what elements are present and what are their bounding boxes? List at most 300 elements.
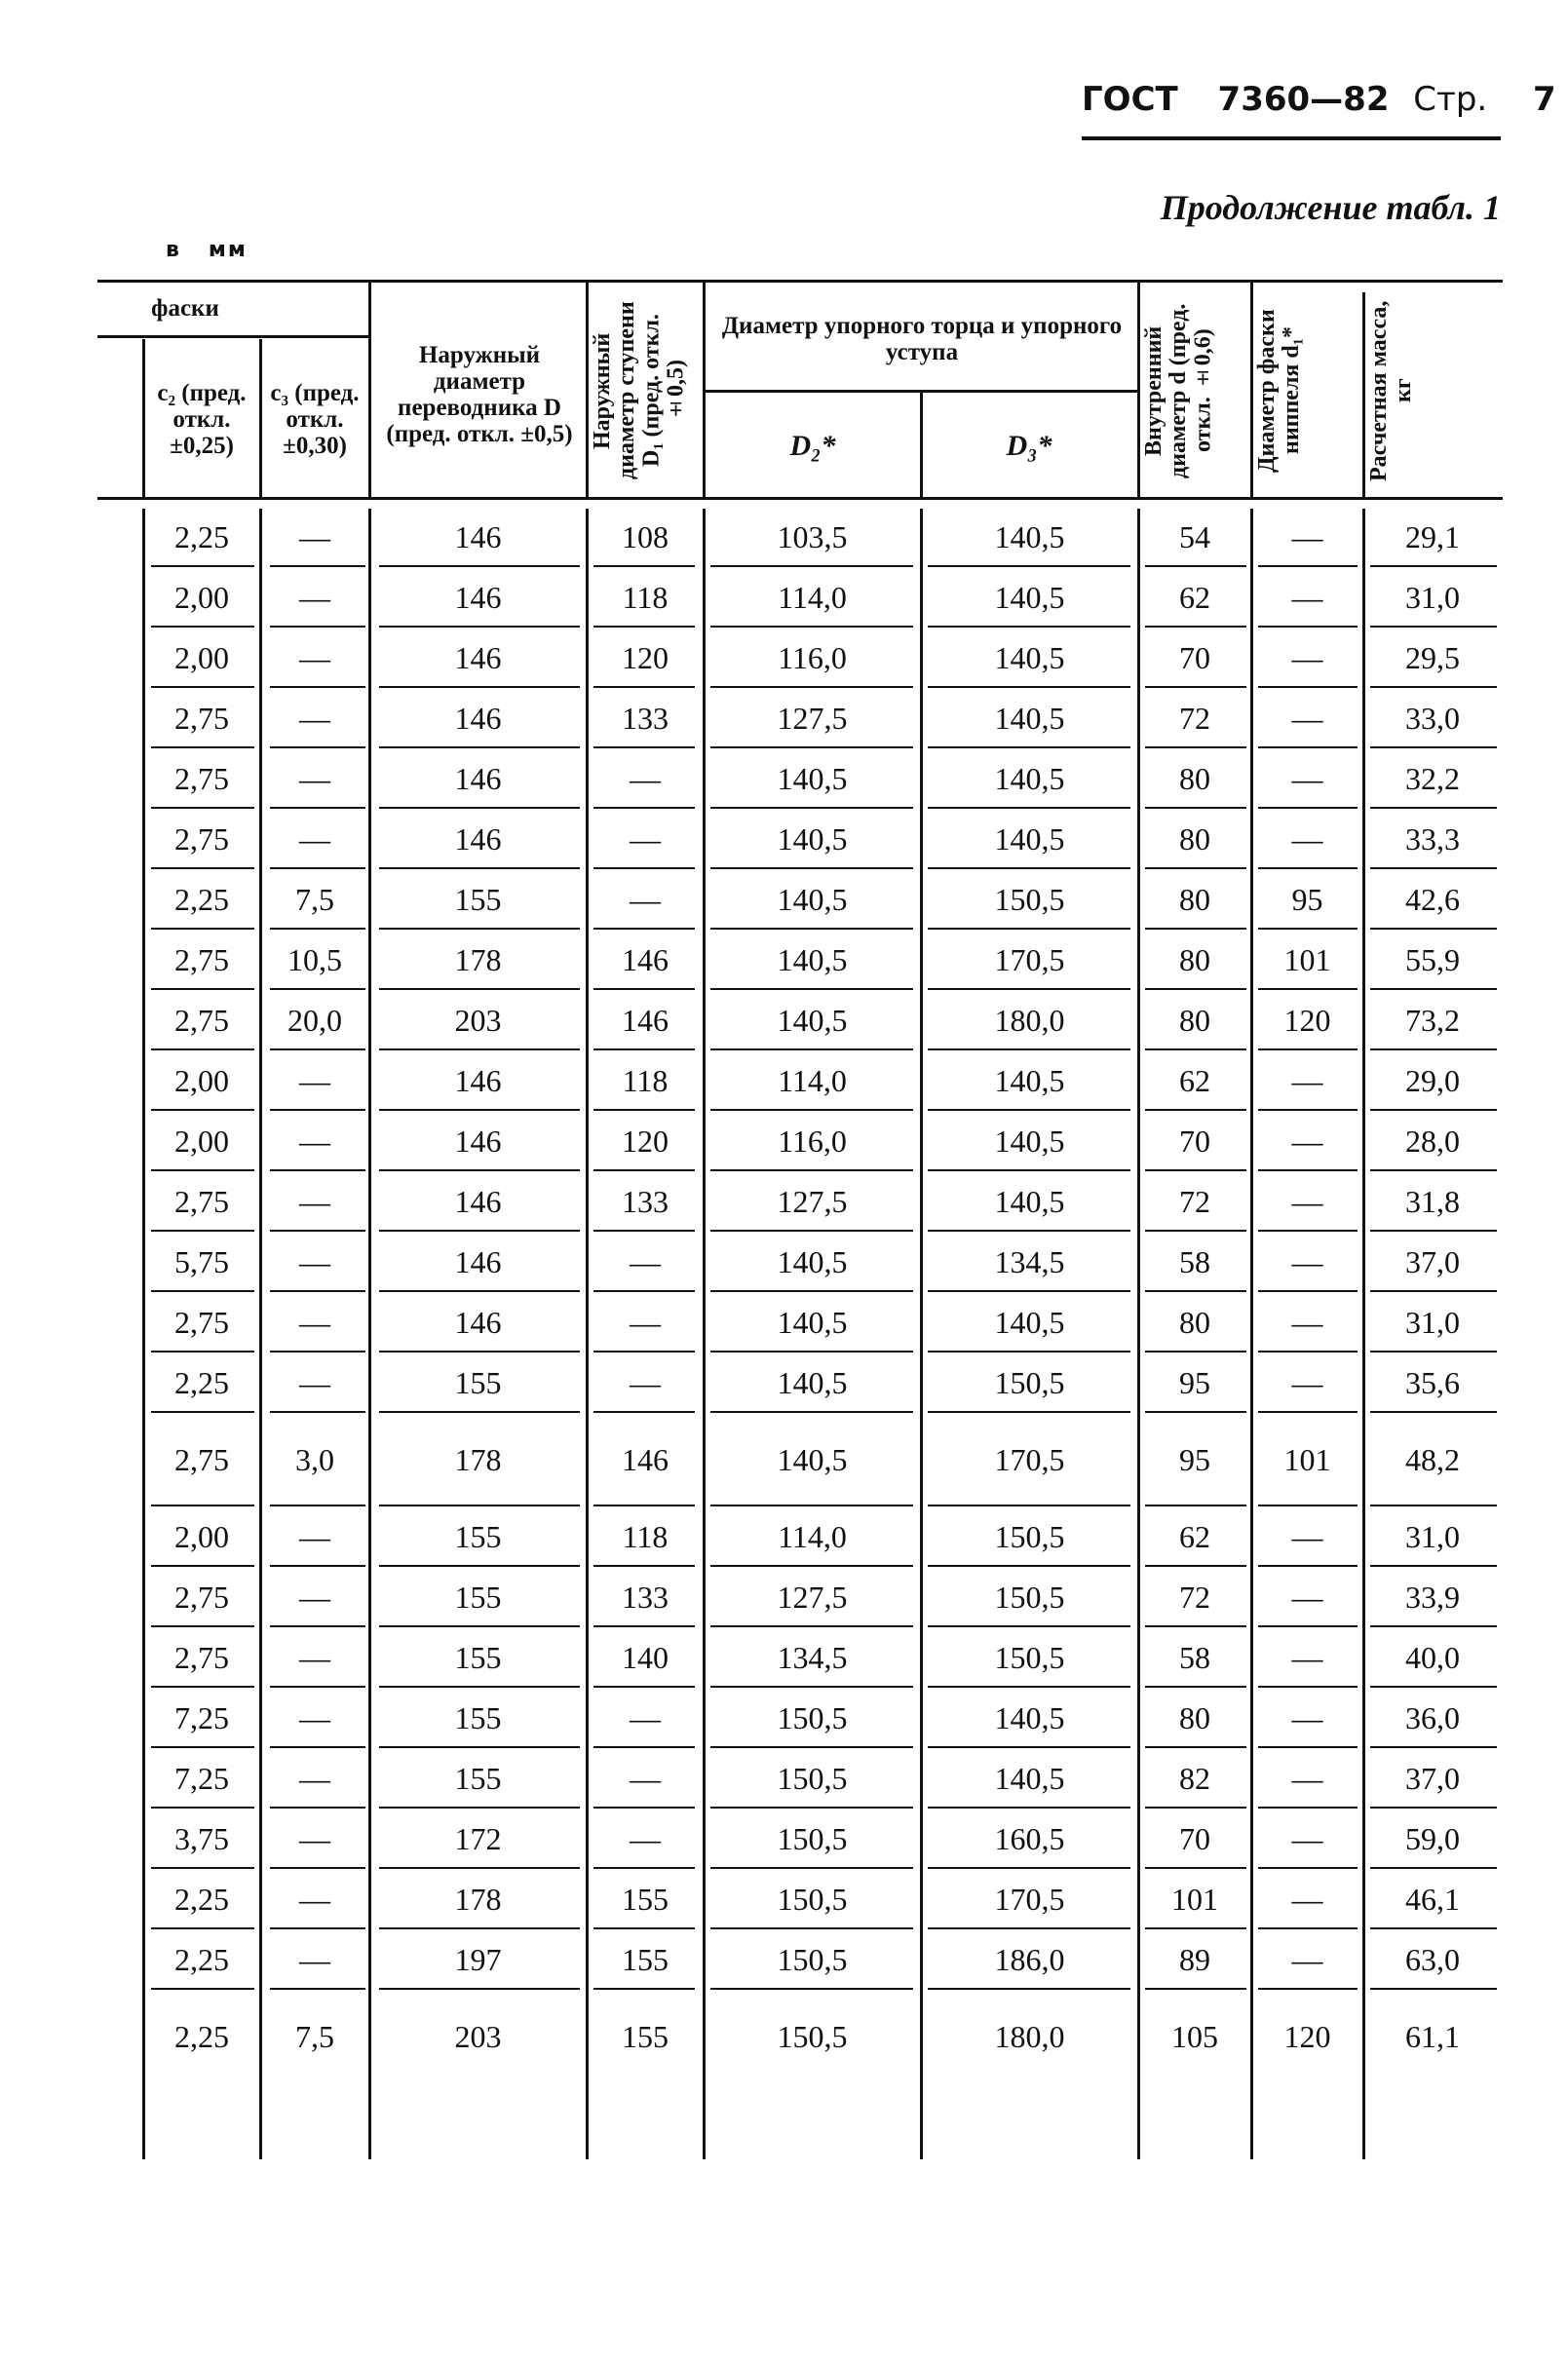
cell-inner-diameter: 62 <box>1179 1518 1210 1554</box>
row-underline <box>379 1230 580 1232</box>
cell-d3: 140,5 <box>994 1304 1065 1340</box>
row-underline <box>710 807 913 809</box>
row-underline <box>1145 1625 1246 1627</box>
row-underline <box>928 1625 1130 1627</box>
row-underline <box>151 1807 254 1809</box>
cell-inner-diameter: 89 <box>1179 1941 1210 1977</box>
row-underline <box>151 1746 254 1748</box>
row-underline <box>1145 1290 1246 1292</box>
cell-c3: 7,5 <box>295 881 334 917</box>
cell-step-diameter: 108 <box>622 518 669 554</box>
cell-d3: 170,5 <box>994 1441 1065 1477</box>
cell-step-diameter: — <box>630 1364 661 1400</box>
cell-mass: 33,9 <box>1405 1579 1460 1615</box>
row-underline <box>710 1109 913 1111</box>
cell-d3: 140,5 <box>994 579 1065 615</box>
row-underline <box>151 1505 254 1506</box>
cell-d3: 150,5 <box>994 881 1065 917</box>
row-underline <box>1145 686 1246 688</box>
cell-c3: — <box>299 1820 330 1856</box>
row-underline <box>1258 626 1358 628</box>
header-col-divider <box>368 283 371 497</box>
cell-outer-diameter: 146 <box>454 1304 502 1340</box>
row-underline <box>270 1625 365 1627</box>
units-value: мм <box>208 238 248 262</box>
cell-d3: 150,5 <box>994 1364 1065 1400</box>
cell-d2: 127,5 <box>777 1183 848 1219</box>
cell-d2: 150,5 <box>777 1699 848 1735</box>
cell-inner-diameter: 95 <box>1179 1364 1210 1400</box>
row-underline <box>270 867 365 869</box>
row-underline <box>710 1686 913 1688</box>
cell-inner-diameter: 58 <box>1179 1243 1210 1279</box>
cell-d3: 186,0 <box>994 1941 1065 1977</box>
cell-step-diameter: — <box>630 1699 661 1735</box>
row-underline <box>151 867 254 869</box>
cell-step-diameter: 146 <box>622 941 669 977</box>
row-underline <box>151 1625 254 1627</box>
cell-c3: 20,0 <box>287 1002 342 1038</box>
row-underline <box>270 988 365 990</box>
cell-nipple-chamfer: — <box>1291 1639 1323 1675</box>
row-underline <box>928 686 1130 688</box>
row-underline <box>270 746 365 748</box>
header-col-divider <box>586 283 589 497</box>
cell-outer-diameter: 197 <box>454 1941 502 1977</box>
row-underline <box>270 1230 365 1232</box>
row-underline <box>593 1169 695 1171</box>
row-underline <box>1258 1048 1358 1050</box>
cell-d3: 140,5 <box>994 1062 1065 1098</box>
row-underline <box>270 1927 365 1929</box>
cell-c2: 2,25 <box>174 1364 229 1400</box>
row-underline <box>928 1746 1130 1748</box>
cell-d2: 140,5 <box>777 881 848 917</box>
cell-d2: 116,0 <box>778 1123 847 1159</box>
row-underline <box>1258 746 1358 748</box>
row-underline <box>1370 1351 1497 1352</box>
cell-nipple-chamfer: — <box>1291 579 1323 615</box>
cell-d2: 116,0 <box>778 639 847 675</box>
header-col-divider <box>259 339 262 497</box>
cell-inner-diameter: 62 <box>1179 1062 1210 1098</box>
row-underline <box>710 565 913 567</box>
row-underline <box>1258 1988 1358 1990</box>
cell-step-diameter: 118 <box>622 579 669 615</box>
row-underline <box>1258 1290 1358 1292</box>
cell-d2: 150,5 <box>777 1941 848 1977</box>
cell-inner-diameter: 58 <box>1179 1639 1210 1675</box>
cell-c3: — <box>299 700 330 736</box>
row-underline <box>710 988 913 990</box>
cell-c2: 2,00 <box>174 1062 229 1098</box>
cell-step-diameter: 140 <box>622 1639 669 1675</box>
row-underline <box>151 746 254 748</box>
cell-step-diameter: 120 <box>622 1123 669 1159</box>
cell-d2: 140,5 <box>777 1002 848 1038</box>
row-underline <box>379 988 580 990</box>
cell-outer-diameter: 146 <box>454 639 502 675</box>
cell-c3: — <box>299 1123 330 1159</box>
cell-d3: 134,5 <box>994 1243 1065 1279</box>
cell-outer-diameter: 146 <box>454 579 502 615</box>
row-underline <box>593 686 695 688</box>
row-underline <box>928 1686 1130 1688</box>
cell-mass: 55,9 <box>1405 941 1460 977</box>
row-underline <box>710 1351 913 1352</box>
row-underline <box>710 1988 913 1990</box>
cell-c3: — <box>299 1304 330 1340</box>
row-underline <box>1370 686 1497 688</box>
row-underline <box>270 1807 365 1809</box>
cell-d2: 114,0 <box>778 1518 847 1554</box>
row-underline <box>928 1290 1130 1292</box>
row-underline <box>1370 565 1497 567</box>
cell-c2: 2,75 <box>174 1441 229 1477</box>
row-underline <box>593 867 695 869</box>
cell-d3: 140,5 <box>994 1183 1065 1219</box>
row-underline <box>593 1625 695 1627</box>
cell-outer-diameter: 155 <box>454 881 502 917</box>
row-underline <box>710 1867 913 1869</box>
header-chamfers-group: фаски <box>151 294 219 322</box>
row-underline <box>1145 1109 1246 1111</box>
row-underline <box>1370 1927 1497 1929</box>
units-prefix: в <box>166 238 181 262</box>
row-underline <box>270 1351 365 1352</box>
cell-inner-diameter: 72 <box>1179 1183 1210 1219</box>
cell-nipple-chamfer: — <box>1291 820 1323 857</box>
cell-nipple-chamfer: — <box>1291 1699 1323 1735</box>
row-underline <box>151 1411 254 1413</box>
cell-d2: 140,5 <box>777 760 848 796</box>
row-underline <box>1145 928 1246 930</box>
row-underline <box>1258 1109 1358 1111</box>
row-underline <box>1258 1807 1358 1809</box>
table-top-rule <box>97 280 1503 283</box>
cell-d3: 170,5 <box>994 941 1065 977</box>
row-underline <box>593 1290 695 1292</box>
row-underline <box>1145 1988 1246 1990</box>
cell-inner-diameter: 82 <box>1179 1760 1210 1796</box>
cell-nipple-chamfer: — <box>1291 1062 1323 1098</box>
row-underline <box>928 565 1130 567</box>
row-underline <box>1258 1625 1358 1627</box>
row-underline <box>710 1746 913 1748</box>
cell-inner-diameter: 70 <box>1179 639 1210 675</box>
row-underline <box>1145 1927 1246 1929</box>
cell-inner-diameter: 80 <box>1179 941 1210 977</box>
cell-c2: 2,75 <box>174 1002 229 1038</box>
cell-outer-diameter: 146 <box>454 1062 502 1098</box>
cell-c2: 2,75 <box>174 760 229 796</box>
cell-step-diameter: 155 <box>622 2018 669 2054</box>
cell-nipple-chamfer: — <box>1291 1304 1323 1340</box>
cell-c2: 2,75 <box>174 820 229 857</box>
row-underline <box>1258 1351 1358 1352</box>
row-underline <box>379 1565 580 1567</box>
row-underline <box>379 867 580 869</box>
cell-d3: 140,5 <box>994 1699 1065 1735</box>
row-underline <box>1370 1625 1497 1627</box>
cell-c2: 2,25 <box>174 1941 229 1977</box>
row-underline <box>928 1351 1130 1352</box>
cell-outer-diameter: 172 <box>454 1820 502 1856</box>
row-underline <box>270 686 365 688</box>
header-nipple-chamfer: Диаметр фаски ниппеля d₁* <box>1254 309 1305 473</box>
cell-nipple-chamfer: — <box>1291 1881 1323 1917</box>
header-col-divider <box>1137 283 1140 497</box>
cell-outer-diameter: 146 <box>454 820 502 857</box>
row-underline <box>270 1686 365 1688</box>
row-underline <box>1145 1686 1246 1688</box>
row-underline <box>1258 1411 1358 1413</box>
header-col-divider <box>703 283 706 497</box>
row-underline <box>1145 1505 1246 1506</box>
row-underline <box>151 1988 254 1990</box>
row-underline <box>928 867 1130 869</box>
row-underline <box>151 1686 254 1688</box>
row-underline <box>379 1988 580 1990</box>
row-underline <box>270 1290 365 1292</box>
cell-mass: 29,1 <box>1405 518 1460 554</box>
cell-d3: 180,0 <box>994 1002 1065 1038</box>
row-underline <box>928 1565 1130 1567</box>
page-label: Стр. <box>1413 80 1488 119</box>
cell-d2: 140,5 <box>777 1243 848 1279</box>
row-underline <box>1258 1686 1358 1688</box>
cell-mass: 31,0 <box>1405 1304 1460 1340</box>
row-underline <box>593 928 695 930</box>
cell-c3: — <box>299 639 330 675</box>
cell-c2: 7,25 <box>174 1760 229 1796</box>
row-underline <box>1370 1565 1497 1567</box>
row-underline <box>593 1351 695 1352</box>
cell-inner-diameter: 80 <box>1179 1699 1210 1735</box>
row-underline <box>270 1746 365 1748</box>
cell-d2: 127,5 <box>777 700 848 736</box>
cell-c3: — <box>299 1364 330 1400</box>
cell-mass: 59,0 <box>1405 1820 1460 1856</box>
row-underline <box>270 1411 365 1413</box>
cell-inner-diameter: 70 <box>1179 1820 1210 1856</box>
cell-mass: 40,0 <box>1405 1639 1460 1675</box>
row-underline <box>151 686 254 688</box>
cell-mass: 31,0 <box>1405 579 1460 615</box>
row-underline <box>928 626 1130 628</box>
row-underline <box>151 626 254 628</box>
row-underline <box>1145 1169 1246 1171</box>
cell-c3: — <box>299 1579 330 1615</box>
header-d3: D₃* <box>1006 429 1052 462</box>
header-d2: D₂* <box>789 429 836 462</box>
header-col-divider <box>1362 292 1365 497</box>
row-underline <box>1370 1867 1497 1869</box>
row-underline <box>593 1746 695 1748</box>
row-underline <box>1145 565 1246 567</box>
cell-c3: — <box>299 1699 330 1735</box>
table-continuation-caption: Продолжение табл. 1 <box>1160 188 1501 227</box>
row-underline <box>928 1169 1130 1171</box>
cell-outer-diameter: 146 <box>454 1123 502 1159</box>
cell-inner-diameter: 95 <box>1179 1441 1210 1477</box>
cell-d2: 114,0 <box>778 1062 847 1098</box>
row-underline <box>151 1290 254 1292</box>
row-underline <box>1370 807 1497 809</box>
cell-d2: 150,5 <box>777 1760 848 1796</box>
cell-c3: — <box>299 579 330 615</box>
cell-d3: 180,0 <box>994 2018 1065 2054</box>
cell-outer-diameter: 146 <box>454 1183 502 1219</box>
row-underline <box>379 746 580 748</box>
cell-outer-diameter: 155 <box>454 1699 502 1735</box>
cell-step-diameter: 155 <box>622 1941 669 1977</box>
header-step-diameter: Наружный диаметр ступени D₁ (пред. откл. ±0,5) <box>590 301 689 480</box>
row-underline <box>928 1988 1130 1990</box>
cell-outer-diameter: 178 <box>454 1881 502 1917</box>
cell-step-diameter: 146 <box>622 1441 669 1477</box>
cell-outer-diameter: 146 <box>454 1243 502 1279</box>
row-underline <box>593 1109 695 1111</box>
cell-inner-diameter: 80 <box>1179 1002 1210 1038</box>
cell-nipple-chamfer: — <box>1291 1941 1323 1977</box>
row-underline <box>710 1807 913 1809</box>
row-underline <box>1145 988 1246 990</box>
cell-step-diameter: 133 <box>622 1183 669 1219</box>
row-underline <box>379 1927 580 1929</box>
cell-step-diameter: — <box>630 820 661 857</box>
cell-outer-diameter: 155 <box>454 1579 502 1615</box>
cell-nipple-chamfer: — <box>1291 1183 1323 1219</box>
row-underline <box>593 807 695 809</box>
cell-nipple-chamfer: 120 <box>1283 2018 1331 2054</box>
row-underline <box>928 1505 1130 1506</box>
row-underline <box>593 988 695 990</box>
cell-c2: 2,00 <box>174 639 229 675</box>
row-underline <box>710 1230 913 1232</box>
cell-nipple-chamfer: — <box>1291 760 1323 796</box>
cell-nipple-chamfer: — <box>1291 1760 1323 1796</box>
cell-nipple-chamfer: 120 <box>1283 1002 1331 1038</box>
row-underline <box>1370 928 1497 930</box>
row-underline <box>593 746 695 748</box>
row-underline <box>379 807 580 809</box>
row-underline <box>151 1351 254 1352</box>
row-underline <box>379 1867 580 1869</box>
cell-outer-diameter: 155 <box>454 1364 502 1400</box>
row-underline <box>151 988 254 990</box>
row-underline <box>928 1927 1130 1929</box>
cell-inner-diameter: 72 <box>1179 1579 1210 1615</box>
cell-c3: — <box>299 760 330 796</box>
cell-nipple-chamfer: — <box>1291 700 1323 736</box>
cell-d2: 150,5 <box>777 1820 848 1856</box>
row-underline <box>270 928 365 930</box>
row-underline <box>710 867 913 869</box>
row-underline <box>270 1505 365 1506</box>
row-underline <box>151 1048 254 1050</box>
cell-inner-diameter: 80 <box>1179 881 1210 917</box>
cell-step-diameter: 155 <box>622 1881 669 1917</box>
row-underline <box>1145 807 1246 809</box>
cell-c3: — <box>299 1639 330 1675</box>
row-underline <box>270 626 365 628</box>
row-underline <box>928 1807 1130 1809</box>
cell-c2: 2,75 <box>174 941 229 977</box>
cell-c3: — <box>299 1183 330 1219</box>
header-bottom-rule <box>97 497 1503 500</box>
row-underline <box>710 928 913 930</box>
chamfers-group-rule <box>97 335 368 338</box>
cell-mass: 36,0 <box>1405 1699 1460 1735</box>
cell-step-diameter: 118 <box>622 1518 669 1554</box>
cell-c2: 2,75 <box>174 1639 229 1675</box>
row-underline <box>1370 1505 1497 1506</box>
cell-mass: 29,0 <box>1405 1062 1460 1098</box>
row-underline <box>710 686 913 688</box>
row-underline <box>151 1927 254 1929</box>
cell-d2: 134,5 <box>777 1639 848 1675</box>
cell-c3: — <box>299 518 330 554</box>
cell-c2: 2,00 <box>174 579 229 615</box>
row-underline <box>710 626 913 628</box>
cell-d2: 140,5 <box>777 941 848 977</box>
cell-d2: 140,5 <box>777 1304 848 1340</box>
row-underline <box>379 928 580 930</box>
row-underline <box>379 1505 580 1506</box>
row-underline <box>379 1746 580 1748</box>
row-underline <box>151 928 254 930</box>
row-underline <box>1145 1351 1246 1352</box>
row-underline <box>379 1169 580 1171</box>
cell-nipple-chamfer: — <box>1291 1518 1323 1554</box>
cell-c2: 2,25 <box>174 881 229 917</box>
row-underline <box>928 1867 1130 1869</box>
cell-inner-diameter: 70 <box>1179 1123 1210 1159</box>
row-underline <box>710 1505 913 1506</box>
standard-label: ГОСТ <box>1082 80 1178 119</box>
row-underline <box>379 686 580 688</box>
row-underline <box>379 1686 580 1688</box>
row-underline <box>1145 746 1246 748</box>
row-underline <box>1145 867 1246 869</box>
cell-c2: 5,75 <box>174 1243 229 1279</box>
cell-outer-diameter: 178 <box>454 941 502 977</box>
cell-nipple-chamfer: — <box>1291 1820 1323 1856</box>
cell-c2: 2,75 <box>174 1579 229 1615</box>
row-underline <box>710 1625 913 1627</box>
cell-d3: 140,5 <box>994 639 1065 675</box>
header-col-divider <box>142 339 145 497</box>
row-underline <box>1145 1746 1246 1748</box>
cell-mass: 31,0 <box>1405 1518 1460 1554</box>
cell-mass: 32,2 <box>1405 760 1460 796</box>
cell-mass: 73,2 <box>1405 1002 1460 1038</box>
cell-nipple-chamfer: — <box>1291 1243 1323 1279</box>
row-underline <box>379 1290 580 1292</box>
row-underline <box>593 565 695 567</box>
row-underline <box>1145 1230 1246 1232</box>
row-underline <box>1258 928 1358 930</box>
row-underline <box>710 1048 913 1050</box>
cell-step-diameter: — <box>630 1243 661 1279</box>
cell-outer-diameter: 155 <box>454 1518 502 1554</box>
cell-mass: 28,0 <box>1405 1123 1460 1159</box>
header-face-group: Диаметр упорного торца и упорного уступа <box>721 313 1123 365</box>
cell-step-diameter: — <box>630 881 661 917</box>
cell-d3: 140,5 <box>994 820 1065 857</box>
cell-d3: 140,5 <box>994 518 1065 554</box>
